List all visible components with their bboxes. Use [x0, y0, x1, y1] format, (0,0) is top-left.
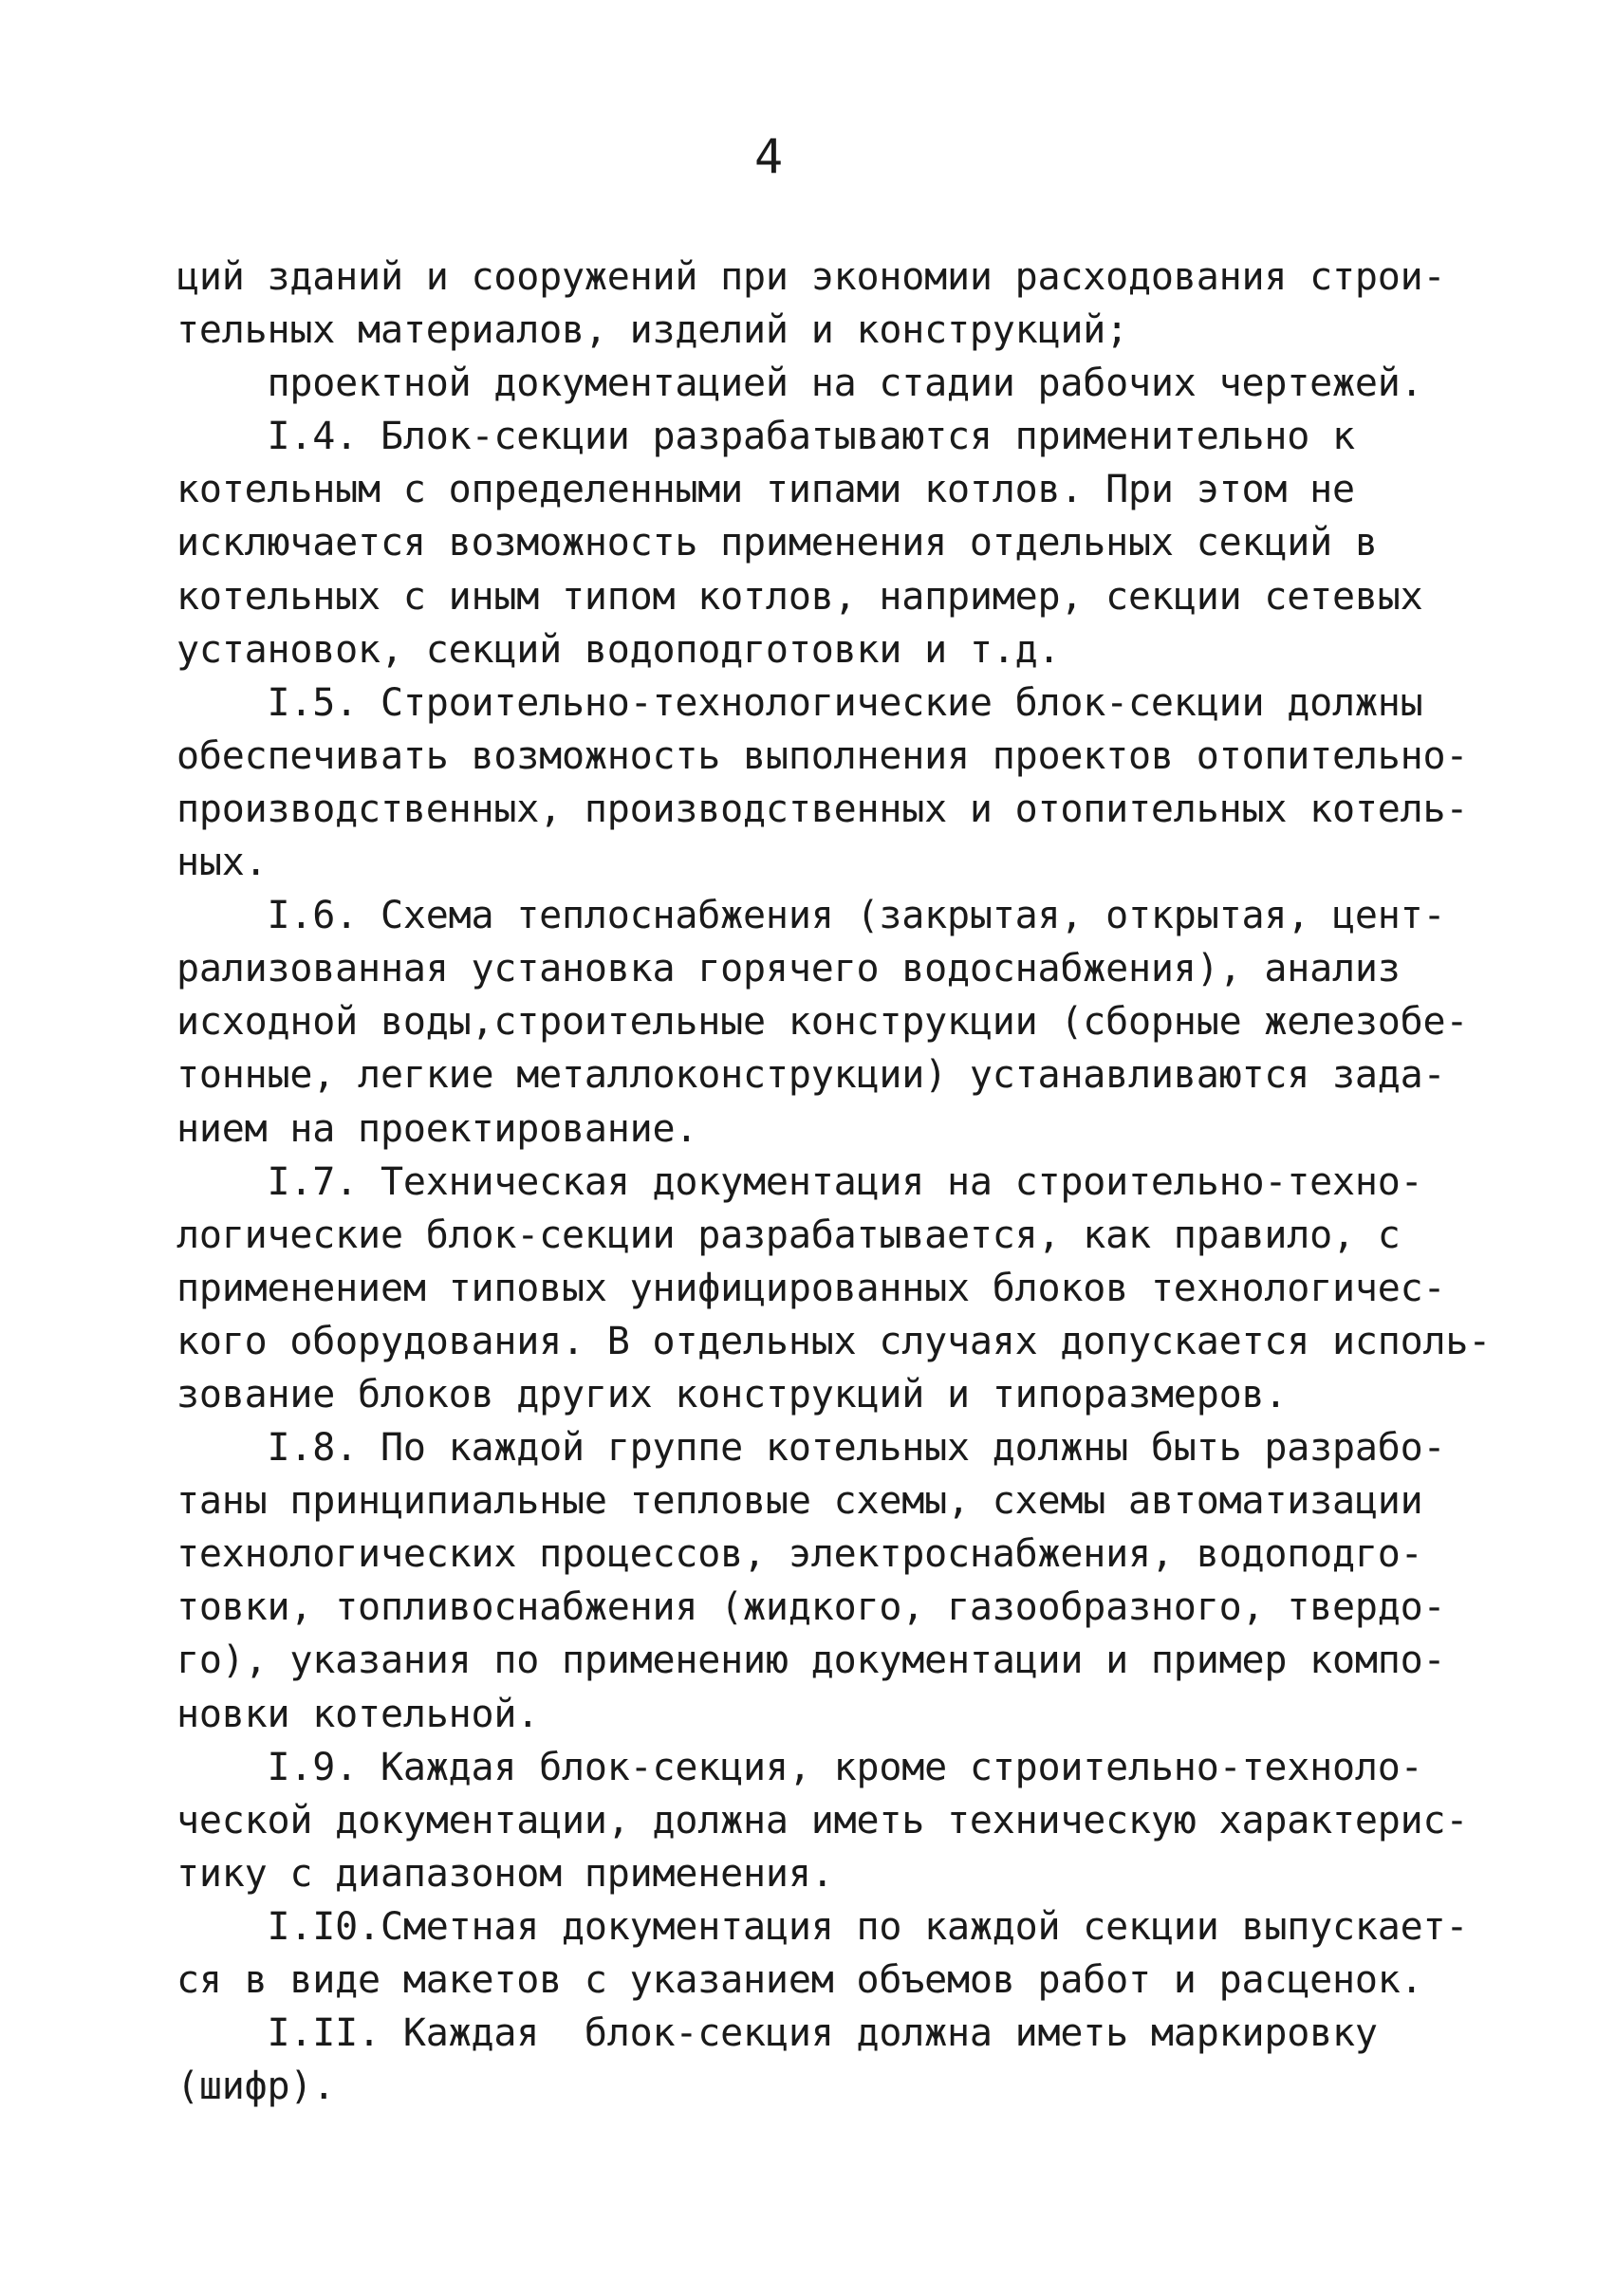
- text-line: исходной воды,строительные конструкции (сборные железобе-: [176, 1000, 1469, 1045]
- text-line: I.7. Техническая документация на строительно-техно-: [176, 1159, 1423, 1204]
- text-line: (шифр).: [176, 2065, 336, 2109]
- text-line: тельных материалов, изделий и конструкций;: [176, 308, 1129, 353]
- text-line: ческой документации, должна иметь техническую характерис-: [176, 1798, 1469, 1842]
- document-body: [176, 250, 1491, 2113]
- text-line: го), указания по применению документации и пример компо-: [176, 1639, 1446, 1683]
- text-line: тонные, легкие металлоконструкции) устанавливаются зада-: [176, 1053, 1446, 1098]
- text-line: логические блок-секции разрабатывается, как правило, с: [176, 1213, 1401, 1257]
- text-line: установок, секций водоподготовки и т.д.: [176, 627, 1061, 672]
- text-line: котельным с определенными типами котлов. При этом не: [176, 468, 1355, 512]
- text-line: ся в виде макетов с указанием объемов работ и расценок.: [176, 1958, 1423, 2002]
- text-line: I.4. Блок-секции разрабатываются применительно к: [176, 415, 1355, 459]
- text-line: I.8. По каждой группе котельных должны быть разрабо-: [176, 1426, 1446, 1471]
- text-line: исключается возможность применения отдельных секций в: [176, 521, 1378, 565]
- text-line: I.6. Схема теплоснабжения (закрытая, открытая, цент-: [176, 894, 1446, 938]
- text-line: ций зданий и сооружений при экономии расходования строи-: [176, 255, 1446, 299]
- text-line: проектной документацией на стадии рабочих чертежей.: [176, 361, 1423, 406]
- text-line: нием на проектирование.: [176, 1106, 698, 1151]
- text-line: технологических процессов, электроснабжения, водоподго-: [176, 1532, 1423, 1577]
- text-line: кого оборудования. В отдельных случаях допускается исполь-: [176, 1319, 1492, 1363]
- text-line: товки, топливоснабжения (жидкого, газообразного, твердо-: [176, 1585, 1446, 1630]
- page-number: 4: [753, 129, 784, 184]
- text-line: новки котельной.: [176, 1692, 540, 1736]
- text-line: производственных, производственных и отопительных котель-: [176, 787, 1469, 831]
- text-line: рализованная установка горячего водоснабжения), анализ: [176, 947, 1401, 991]
- text-line: применением типовых унифицированных блоков технологичес-: [176, 1266, 1446, 1310]
- text-line: I.II. Каждая блок-секция должна иметь маркировку: [176, 2011, 1378, 2056]
- text-line: I.I0.Сметная документация по каждой секции выпускает-: [176, 1904, 1469, 1949]
- text-line: I.9. Каждая блок-секция, кроме строительно-техноло-: [176, 1745, 1423, 1789]
- text-line: тику с диапазоном применения.: [176, 1851, 834, 1896]
- text-line: I.5. Строительно-технологические блок-секции должны: [176, 680, 1423, 725]
- text-line: обеспечивать возможность выполнения проектов отопительно-: [176, 733, 1469, 778]
- text-line: таны принципиальные тепловые схемы, схемы автоматизации: [176, 1479, 1423, 1524]
- text-line: зование блоков других конструкций и типоразмеров.: [176, 1372, 1288, 1416]
- text-line: ных.: [176, 841, 268, 885]
- text-line: котельных с иным типом котлов, например, секции сетевых: [176, 574, 1423, 619]
